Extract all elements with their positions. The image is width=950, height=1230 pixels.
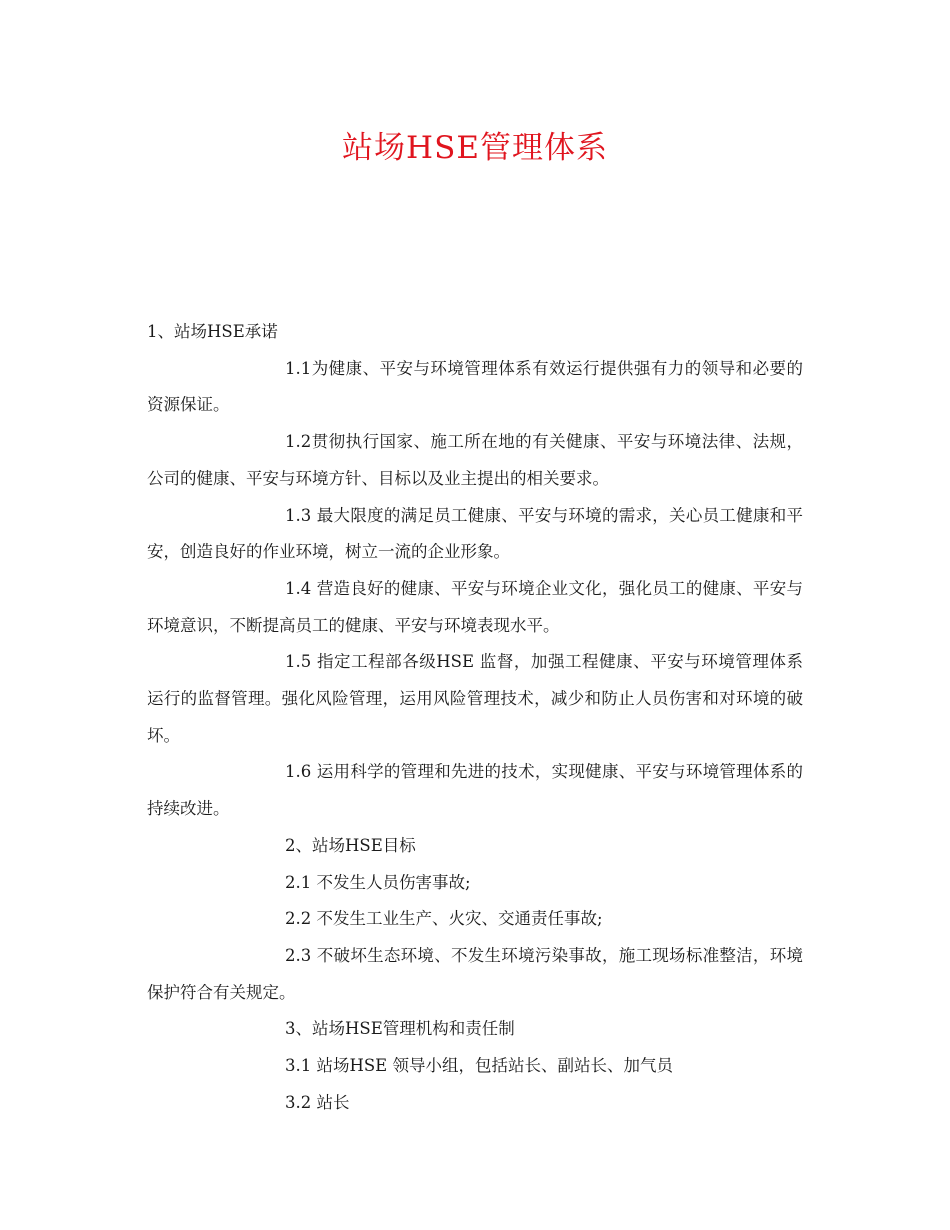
document-body — [147, 314, 803, 1121]
paragraph-2-1: 2.1 不发生人员伤害事故; — [285, 872, 471, 892]
paragraph-3-1: 3.1 站场HSE 领导小组，包括站长、副站长、加气员 — [285, 1056, 673, 1076]
paragraph-1-3: 1.3 最大限度的满足员工健康、平安与环境的需求，关心员工健康和平安，创造良好的作业环境，树立一流的企业形象。 — [147, 505, 803, 562]
paragraph-1-5: 1.5 指定工程部各级HSE 监督，加强工程健康、平安与环境管理体系运行的监督管理。强化风险管理，运用风险管理技术，减少和防止人员伤害和对环境的破坏。 — [147, 652, 803, 745]
paragraph-1-2: 1.2贯彻执行国家、施工所在地的有关健康、平安与环境法律、法规，公司的健康、平安与环境方针、目标以及业主提出的相关要求。 — [147, 432, 803, 488]
paragraph-2-3: 2.3 不破坏生态环境、不发生环境污染事故，施工现场标准整洁，环境保护符合有关规定。 — [147, 945, 803, 1002]
section-heading-3: 3、站场HSE管理机构和责任制 — [285, 1019, 515, 1039]
paragraph-2-2: 2.2 不发生工业生产、火灾、交通责任事故; — [285, 909, 603, 929]
section-heading-1: 1、站场HSE承诺 — [147, 322, 278, 341]
paragraph-3-2: 3.2 站长 — [285, 1092, 350, 1112]
section-heading-2: 2、站场HSE目标 — [285, 835, 416, 855]
document-title: 站场HSE管理体系 — [342, 130, 608, 166]
paragraph-1-1: 1.1为健康、平安与环境管理体系有效运行提供强有力的领导和必要的资源保证。 — [147, 358, 803, 415]
paragraph-1-6: 1.6 运用科学的管理和先进的技术，实现健康、平安与环境管理体系的持续改进。 — [147, 762, 803, 819]
paragraph-1-4: 1.4 营造良好的健康、平安与环境企业文化，强化员工的健康、平安与环境意识，不断提高员工的健康、平安与环境表现水平。 — [147, 578, 803, 635]
